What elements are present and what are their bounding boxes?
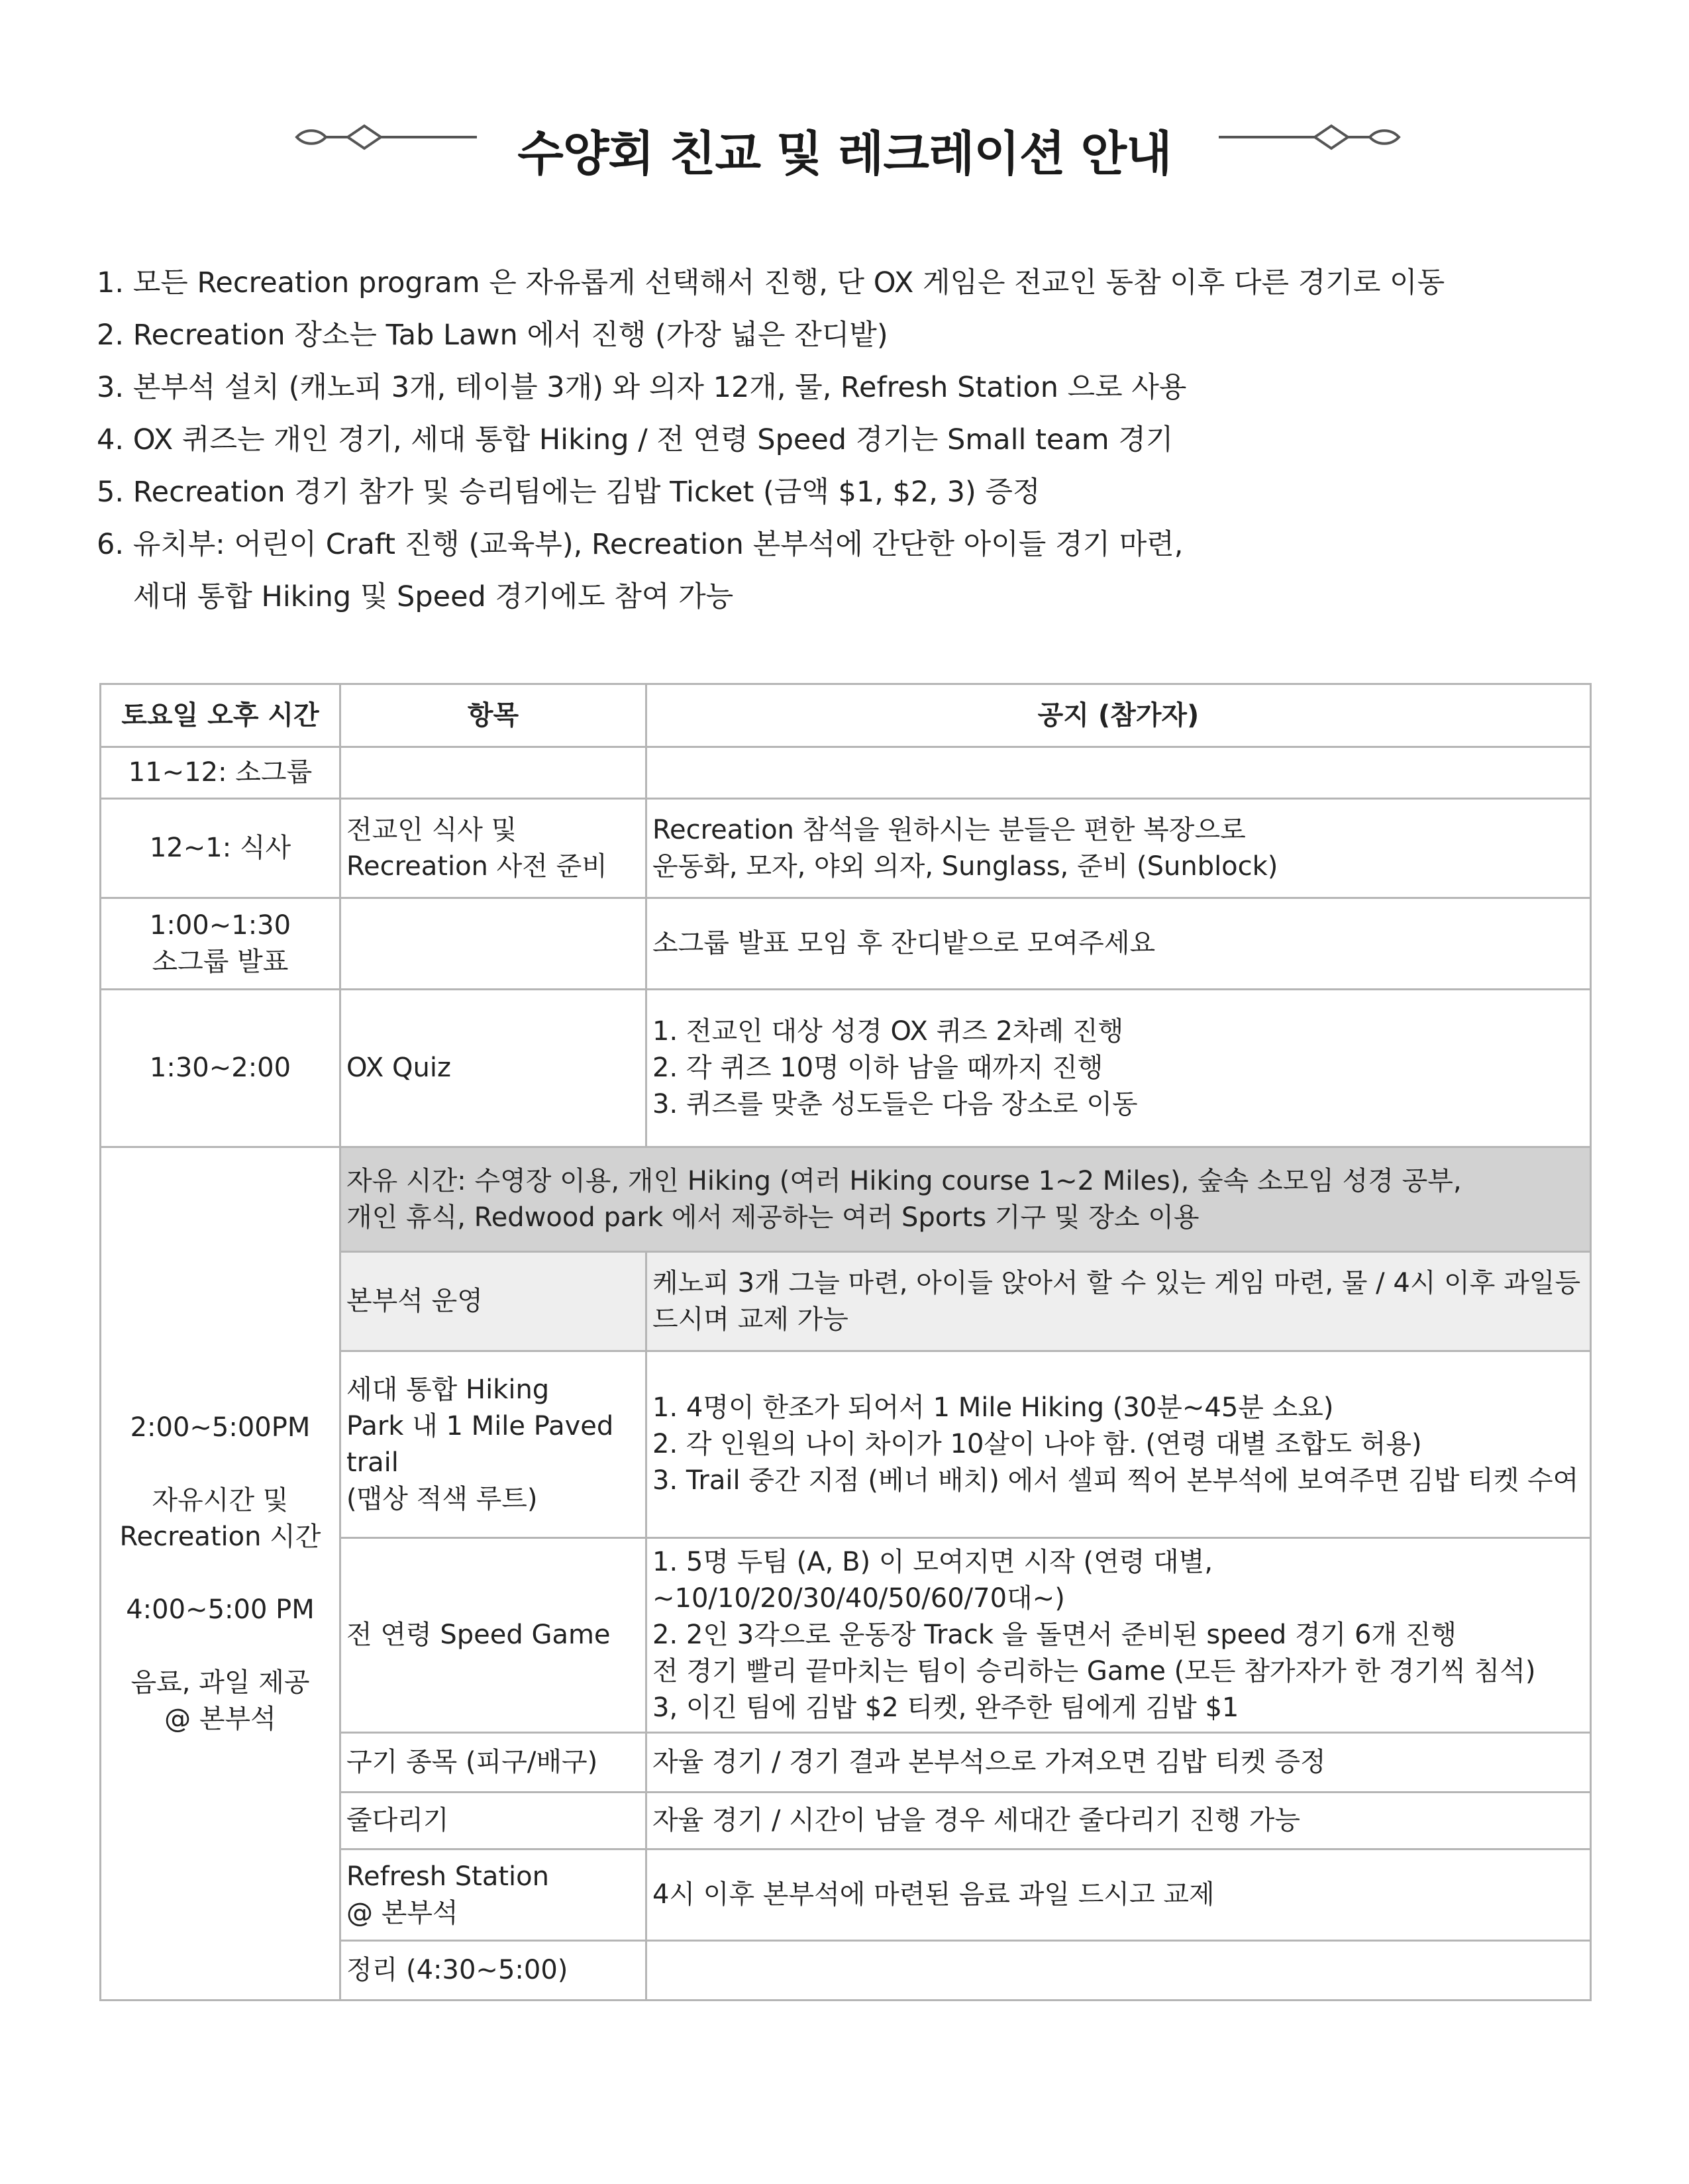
time-cell: 1:30~2:00 [101, 990, 340, 1147]
notice-cell: 4시 이후 본부석에 마련된 음료 과일 드시고 교제 [646, 1849, 1591, 1941]
note-item: 5. Recreation 경기 참가 및 승리팀에는 김밥 Ticket (금액 $1, $2, 3) 증정 [97, 476, 1041, 509]
column-header-time: 토요일 오후 시간 [101, 684, 340, 747]
item-cell [340, 747, 646, 799]
note-item: 2. Recreation 장소는 Tab Lawn 에서 진행 (가장 넓은 잔디밭) [97, 319, 888, 352]
notice-cell: 자율 경기 / 시간이 남을 경우 세대간 줄다리기 진행 가능 [646, 1793, 1591, 1849]
notice-cell [646, 1941, 1591, 2001]
notice-cell: 케노피 3개 그늘 마련, 아이들 앉아서 할 수 있는 게임 마련, 물 / 4시 이후 과일등 드시며 교제 가능 [646, 1252, 1591, 1351]
note-item: 3. 본부석 설치 (캐노피 3개, 테이블 3개) 와 의자 12개, 물, Refresh Station 으로 사용 [97, 371, 1187, 404]
notice-cell: 1. 5명 두팀 (A, B) 이 모여지면 시작 (연령 대별, ~10/10/20/30/40/50/60/70대~) 2. 2인 3각으로 운동장 Track 을 돌면서 준비된 speed 경기 6개 진행 전 경기 빨리 끝마치는 팀이 승리하는 Game (모든 참가자가 한 경기씩 침석) 3, 이긴 팀에 김밥 $2 티켓, 완주한 팀에게 김밥 $1 [646, 1538, 1591, 1733]
item-cell: 정리 (4:30~5:00) [340, 1941, 646, 2001]
item-cell: 줄다리기 [340, 1793, 646, 1849]
notice-cell: 1. 4명이 한조가 되어서 1 Mile Hiking (30분~45분 소요) 2. 각 인원의 나이 차이가 10살이 나야 함. (연령 대별 조합도 허용) 3. Trail 중간 지점 (베너 배치) 에서 셀피 찍어 본부석에 보여주면 김밥 티켓 수여 [646, 1351, 1591, 1538]
right-ornament-icon [1212, 121, 1411, 154]
table-row [101, 898, 1591, 990]
notes-list [97, 257, 1620, 623]
column-header-item: 항목 [340, 684, 646, 747]
table-row [101, 747, 1591, 799]
note-item: 1. 모든 Recreation program 은 자유롭게 선택해서 진행, 단 OX 게임은 전교인 동참 이후 다른 경기로 이동 [97, 266, 1445, 299]
item-cell: 구기 종목 (피구/배구) [340, 1733, 646, 1793]
item-cell: Refresh Station @ 본부석 [340, 1849, 646, 1941]
table-row-free-time [101, 1147, 1591, 1252]
item-cell: 세대 통합 Hiking Park 내 1 Mile Paved trail (맵상 적색 루트) [340, 1351, 646, 1538]
notice-cell [646, 747, 1591, 799]
item-cell: 전 연령 Speed Game [340, 1538, 646, 1733]
item-cell: OX Quiz [340, 990, 646, 1147]
column-header-notice: 공지 (참가자) [646, 684, 1591, 747]
note-item: 6. 유치부: 어린이 Craft 진행 (교육부), Recreation 본부석에 간단한 아이들 경기 마련, [97, 528, 1184, 561]
notice-cell: Recreation 참석을 원하시는 분들은 편한 복장으로 운동화, 모자, 야외 의자, Sunglass, 준비 (Sunblock) [646, 799, 1591, 898]
time-cell: 12~1: 식사 [101, 799, 340, 898]
time-cell: 11~12: 소그룹 [101, 747, 340, 799]
notice-cell: 소그룹 발표 모임 후 잔디밭으로 모여주세요 [646, 898, 1591, 990]
table-header-row [101, 684, 1591, 747]
notice-cell: 1. 전교인 대상 성경 OX 퀴즈 2차례 진행 2. 각 퀴즈 10명 이하 남을 때까지 진행 3. 퀴즈를 맞춘 성도들은 다음 장소로 이동 [646, 990, 1591, 1147]
notice-cell: 자율 경기 / 경기 결과 본부석으로 가져오면 김밥 티켓 증정 [646, 1733, 1591, 1793]
note-item-continued: 세대 통합 Hiking 및 Speed 경기에도 참여 가능 [133, 580, 734, 613]
item-cell [340, 898, 646, 990]
free-time-banner: 자유 시간: 수영장 이용, 개인 Hiking (여러 Hiking course 1~2 Miles), 숲속 소모임 성경 공부, 개인 휴식, Redwood park 에서 제공하는 여러 Sports 기구 및 장소 이용 [340, 1147, 1591, 1252]
table-row [101, 990, 1591, 1147]
header [0, 106, 1689, 185]
time-block-cell: 2:00~5:00PM 자유시간 및 Recreation 시간 4:00~5:00 PM 음료, 과일 제공 @ 본부석 [101, 1147, 340, 2001]
time-cell: 1:00~1:30 소그룹 발표 [101, 898, 340, 990]
item-cell: 본부석 운영 [340, 1252, 646, 1351]
table-row [101, 799, 1591, 898]
page-title: 수양회 친교 및 레크레이션 안내 [517, 126, 1172, 182]
schedule-table [99, 683, 1592, 2001]
note-item: 4. OX 퀴즈는 개인 경기, 세대 통합 Hiking / 전 연령 Speed 경기는 Small team 경기 [97, 423, 1174, 456]
item-cell: 전교인 식사 및 Recreation 사전 준비 [340, 799, 646, 898]
